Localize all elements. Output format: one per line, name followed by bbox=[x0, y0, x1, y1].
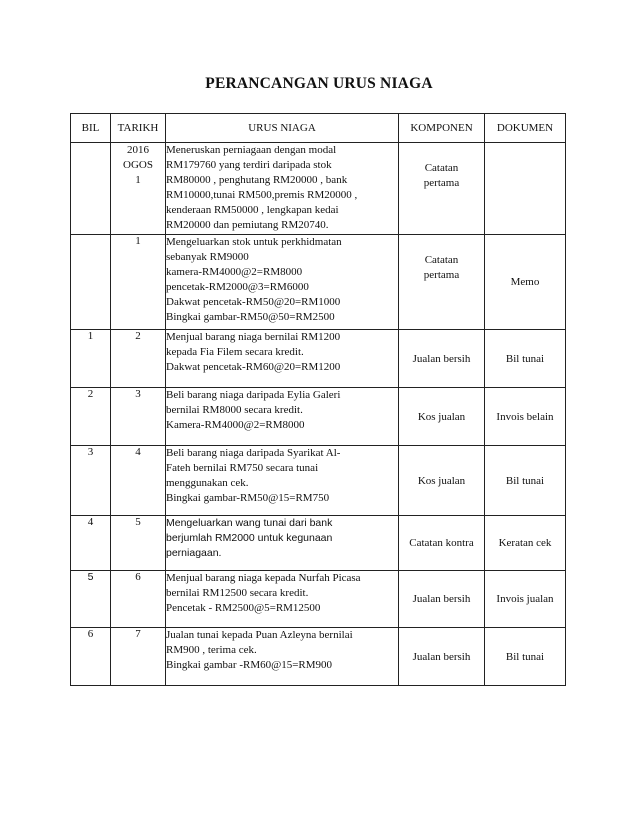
cell-dokumen: Invois belain bbox=[485, 388, 566, 446]
cell-urus-niaga: Jualan tunai kepada Puan Azleyna bernilai RM900 , terima cek. Bingkai gambar -RM60@15=RM900 bbox=[166, 628, 399, 686]
cell-komponen: Kos jualan bbox=[399, 388, 485, 446]
cell-tarikh: 6 bbox=[111, 571, 166, 628]
cell-urus-niaga: Menjual barang niaga bernilai RM1200 kepada Fia Filem secara kredit. Dakwat pencetak-RM60@20=RM1200 bbox=[166, 330, 399, 388]
cell-urus-niaga: Mengeluarkan wang tunai dari bank berjumlah RM2000 untuk kegunaan perniagaan. bbox=[166, 516, 399, 571]
transaction-table bbox=[70, 113, 566, 686]
cell-komponen: Kos jualan bbox=[399, 446, 485, 516]
table-row bbox=[71, 388, 566, 446]
cell-bil: 1 bbox=[71, 330, 111, 388]
cell-dokumen: Memo bbox=[485, 235, 566, 330]
cell-urus-niaga: Menjual barang niaga kepada Nurfah Picasa bernilai RM12500 secara kredit. Pencetak - RM2500@5=RM12500 bbox=[166, 571, 399, 628]
cell-urus-niaga: Mengeluarkan stok untuk perkhidmatan sebanyak RM9000 kamera-RM4000@2=RM8000 pencetak-RM2000@3=RM6000 Dakwat pencetak-RM50@20=RM1000 Bingkai gambar-RM50@50=RM2500 bbox=[166, 235, 399, 330]
cell-bil: 2 bbox=[71, 388, 111, 446]
cell-tarikh: 2016 OGOS 1 bbox=[111, 143, 166, 235]
cell-urus-niaga: Beli barang niaga daripada Syarikat Al- Fateh bernilai RM750 secara tunai menggunakan cek. Bingkai gambar-RM50@15=RM750 bbox=[166, 446, 399, 516]
cell-bil: 4 bbox=[71, 516, 111, 571]
cell-komponen: Catatan pertama bbox=[399, 143, 485, 235]
cell-dokumen: Keratan cek bbox=[485, 516, 566, 571]
table-header-row bbox=[71, 114, 566, 143]
cell-bil: 3 bbox=[71, 446, 111, 516]
table-row bbox=[71, 235, 566, 330]
cell-komponen: Catatan pertama bbox=[399, 235, 485, 330]
page-title: PERANCANGAN URUS NIAGA bbox=[205, 75, 433, 92]
header-urus-niaga: URUS NIAGA bbox=[166, 114, 399, 143]
cell-komponen: Jualan bersih bbox=[399, 628, 485, 686]
table-row bbox=[71, 446, 566, 516]
cell-bil: 6 bbox=[71, 628, 111, 686]
cell-urus-niaga: Meneruskan perniagaan dengan modal RM179760 yang terdiri daripada stok RM80000 , penghutang RM20000 , bank RM10000,tunai RM500,premis RM20000 , kenderaan RM50000 , lengkapan kedai RM20000 dan pemiutang RM20740. bbox=[166, 143, 399, 235]
header-tarikh: TARIKH bbox=[111, 114, 166, 143]
cell-tarikh: 1 bbox=[111, 235, 166, 330]
table-row bbox=[71, 628, 566, 686]
table-row bbox=[71, 516, 566, 571]
cell-bil: 5 bbox=[71, 571, 111, 628]
cell-urus-niaga: Beli barang niaga daripada Eylia Galeri bernilai RM8000 secara kredit. Kamera-RM4000@2=RM8000 bbox=[166, 388, 399, 446]
cell-dokumen bbox=[485, 143, 566, 235]
cell-komponen: Catatan kontra bbox=[399, 516, 485, 571]
cell-dokumen: Bil tunai bbox=[485, 330, 566, 388]
cell-tarikh: 2 bbox=[111, 330, 166, 388]
cell-komponen: Jualan bersih bbox=[399, 330, 485, 388]
cell-komponen: Jualan bersih bbox=[399, 571, 485, 628]
cell-dokumen: Bil tunai bbox=[485, 446, 566, 516]
table-row bbox=[71, 143, 566, 235]
cell-tarikh: 7 bbox=[111, 628, 166, 686]
cell-tarikh: 3 bbox=[111, 388, 166, 446]
cell-dokumen: Invois jualan bbox=[485, 571, 566, 628]
cell-tarikh: 5 bbox=[111, 516, 166, 571]
cell-bil bbox=[71, 235, 111, 330]
cell-bil bbox=[71, 143, 111, 235]
header-bil: BIL bbox=[71, 114, 111, 143]
header-dokumen: DOKUMEN bbox=[485, 114, 566, 143]
cell-tarikh: 4 bbox=[111, 446, 166, 516]
table-row bbox=[71, 571, 566, 628]
cell-dokumen: Bil tunai bbox=[485, 628, 566, 686]
header-komponen: KOMPONEN bbox=[399, 114, 485, 143]
table-row bbox=[71, 330, 566, 388]
